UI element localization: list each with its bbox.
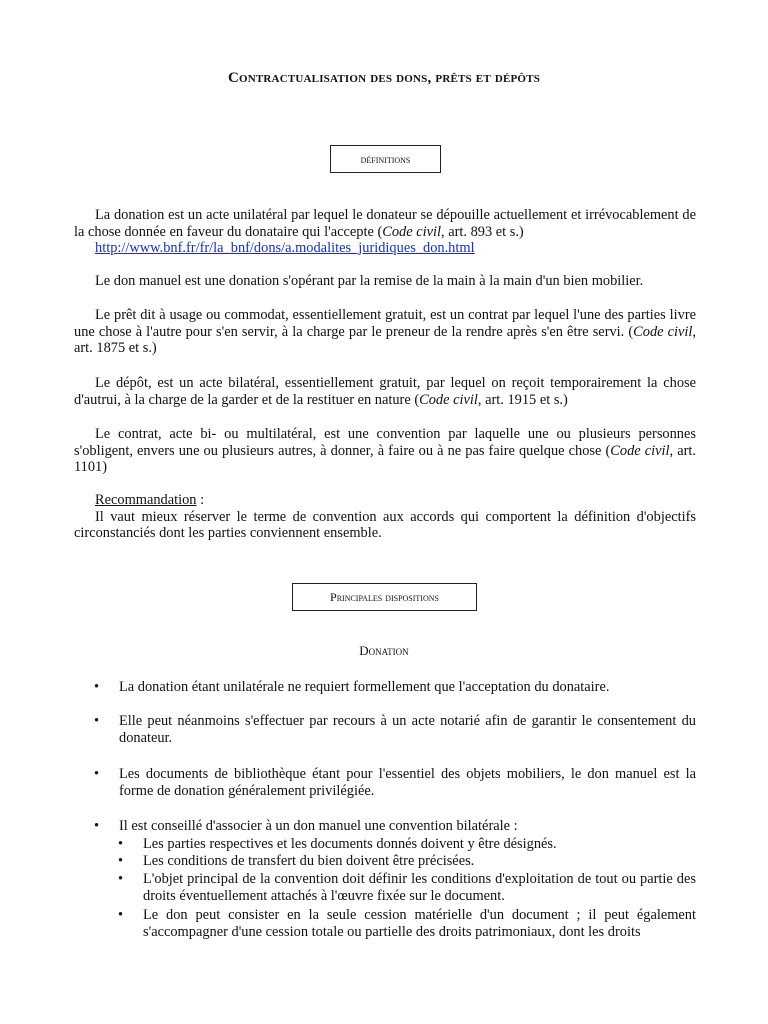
donation-code-civil: Code civil (382, 223, 441, 240)
paragraph-don-manuel (74, 273, 696, 290)
page-title: Contractualisation des dons, prêts et dépôts (227, 70, 541, 86)
sub-bullet-text: Les conditions de transfert du bien doivent être précisées. (143, 853, 475, 869)
bullet-icon: • (118, 907, 124, 923)
paragraph-depot (74, 375, 696, 408)
bullet-icon: • (118, 853, 124, 869)
contrat-code-civil: Code civil (610, 442, 670, 459)
bullet-text: La donation étant unilatérale ne requiert formellement que l'acceptation du donataire. (119, 679, 610, 695)
bullet-text: Les documents de bibliothèque étant pour l'essentiel des objets mobiliers, le don manuel est la forme de donation généralement privilégiée. (119, 766, 696, 799)
paragraph-donation (74, 207, 696, 257)
bullet-icon: • (94, 766, 100, 782)
contrat-article: , art. 1101) (74, 442, 696, 475)
recommandation-label: Recommandation (95, 492, 197, 508)
pret-article: , art. 1875 et s.) (74, 323, 696, 356)
bnf-link[interactable]: http://www.bnf.fr/fr/la_bnf/dons/a.modalites_juridiques_don.html (95, 240, 475, 256)
dispositions-box: Principales dispositions (292, 583, 477, 611)
sub-bullet-text: L'objet principal de la convention doit définir les conditions d'exploitation de tout ou partie des droits éventuellement attachés à l'œuvre fixée sur le document. (143, 871, 696, 904)
donation-text: La donation est un acte unilatéral par lequel le donateur se dépouille actuellement et irrévocablement de la chose donnée en faveur du donataire qui l'accepte ( (74, 207, 696, 240)
bullet-text: Elle peut néanmoins s'effectuer par recours à un acte notarié afin de garantir le consentement du donateur. (119, 713, 696, 746)
bullet-icon: • (94, 818, 100, 834)
donation-article: , art. 893 et s.) (441, 223, 524, 240)
bullet-icon: • (118, 871, 124, 887)
sub-bullet-text: Le don peut consister en la seule cession matérielle d'un document ; il peut également s'accompagner d'une cession totale ou partielle des droits patrimoniaux, dont les droits (143, 907, 696, 940)
sub-bullet-text: Les parties respectives et les documents donnés doivent y être désignés. (143, 836, 557, 852)
depot-article: , art. 1915 et s.) (477, 391, 568, 408)
donation-heading: Donation (359, 643, 409, 658)
paragraph-pret (74, 307, 696, 357)
paragraph-contrat (74, 426, 696, 476)
paragraph-recommandation (74, 492, 696, 542)
pret-code-civil: Code civil (633, 323, 693, 340)
definitions-box: définitions (330, 145, 441, 173)
don-manuel-text: Le don manuel est une donation s'opérant par la remise de la main à la main d'un bien mobilier. (95, 273, 644, 289)
contrat-text: Le contrat, acte bi- ou multilatéral, est une convention par laquelle une ou plusieurs personnes s'obligent, envers une ou plusieurs autres, à donner, à faire ou à ne pas faire quelque chose ( (74, 426, 696, 459)
recommandation-text: Il vaut mieux réserver le terme de convention aux accords qui comportent la définition d'objectifs circonstanciés dont les parties conviennent ensemble. (74, 508, 696, 541)
bullet-icon: • (118, 836, 124, 852)
pret-text: Le prêt dit à usage ou commodat, essentiellement gratuit, est un contrat par lequel l'une des parties livre une chose à l'autre pour s'en servir, à la charge par le preneur de la rendre après s'en être servi. ( (74, 307, 696, 340)
depot-text: Le dépôt, est un acte bilatéral, essentiellement gratuit, par lequel on reçoit temporairement la chose d'autrui, à la charge de la garder et de la restituer en nature ( (74, 375, 696, 408)
bullet-text: Il est conseillé d'associer à un don manuel une convention bilatérale : (119, 818, 518, 834)
depot-code-civil: Code civil (419, 391, 478, 408)
recommandation-colon: : (196, 492, 205, 508)
bullet-icon: • (94, 679, 100, 695)
bullet-icon: • (94, 713, 100, 729)
